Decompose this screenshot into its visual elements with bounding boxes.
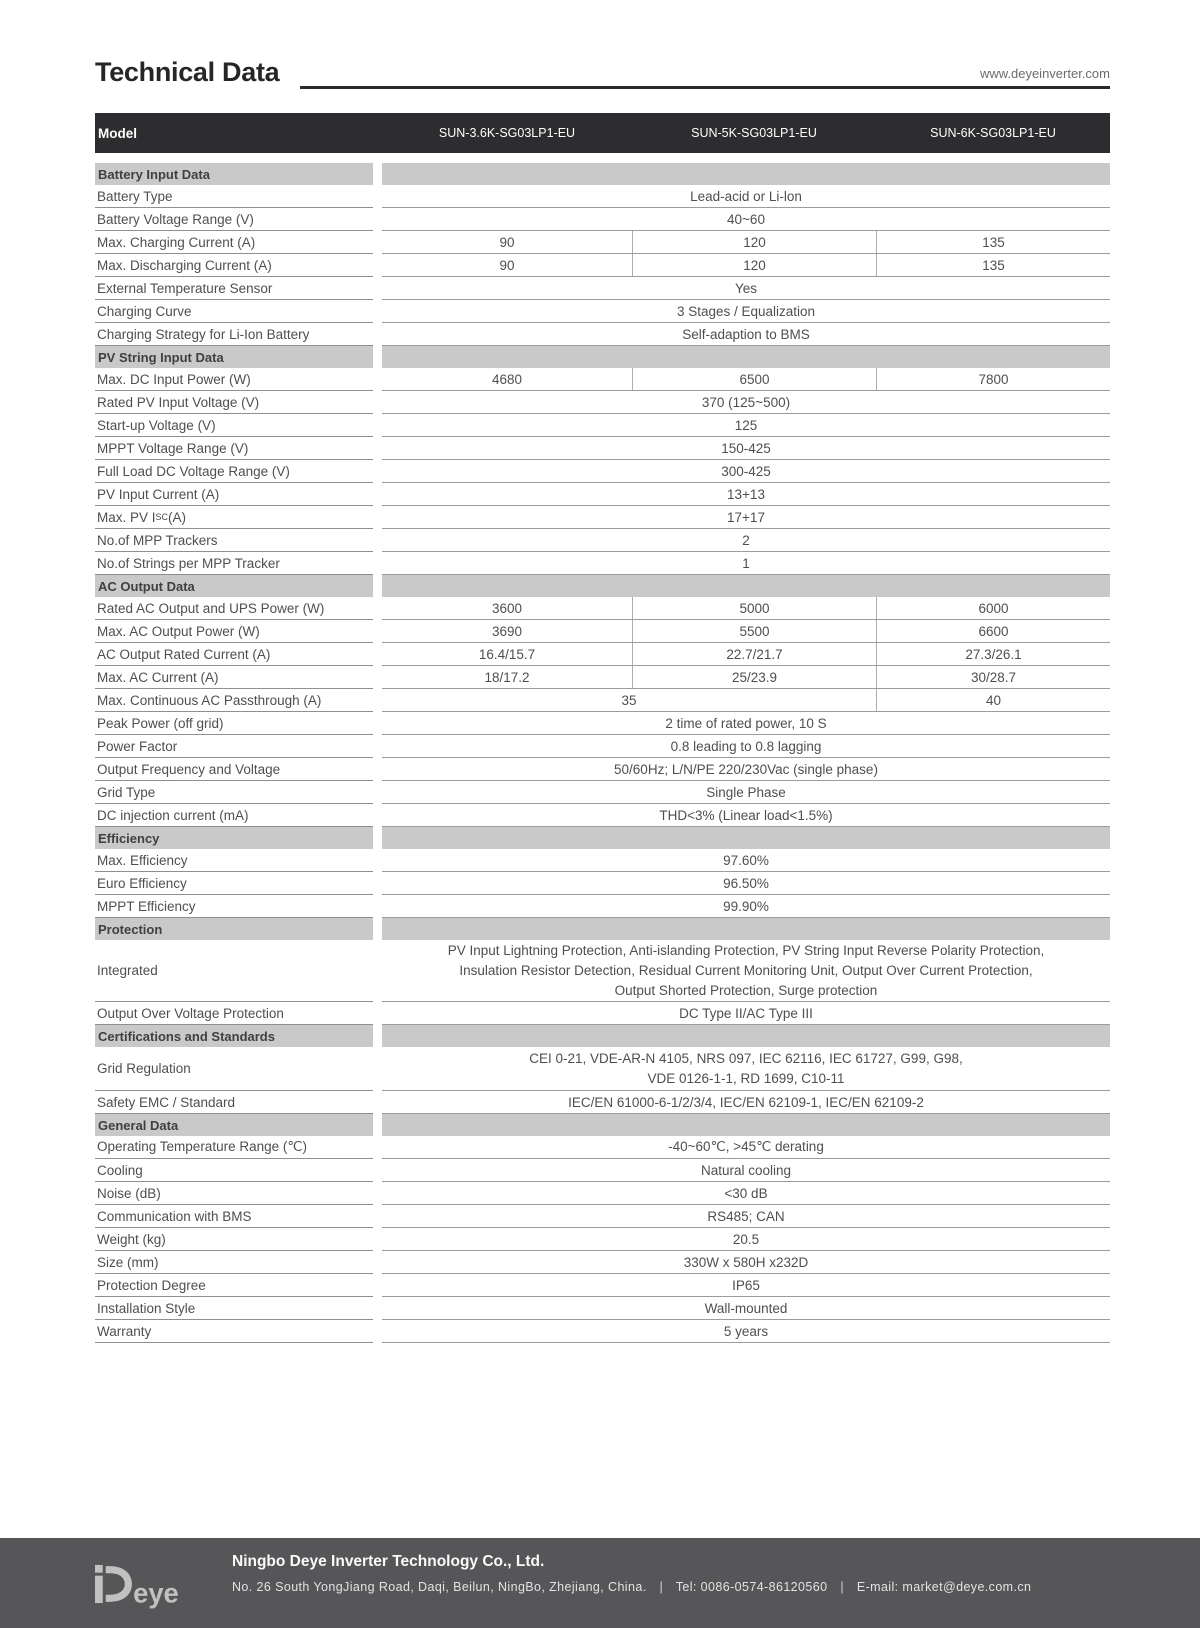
row-values [382,208,1110,231]
row-label: Charging Strategy for Li-Ion Battery [95,323,373,346]
section-title: Efficiency [95,827,373,849]
row-gap [373,300,382,323]
spec-table [95,163,1110,1343]
footer [0,1538,1200,1628]
section-header [95,827,1110,849]
table-row [95,1182,1110,1205]
row-label: Protection Degree [95,1274,373,1297]
section-title: PV String Input Data [95,346,373,368]
row-values [382,1320,1110,1343]
svg-text:eye: eye [133,1577,179,1609]
row-values [382,620,1110,643]
row-label: Charging Curve [95,300,373,323]
value-cell: 22.7/21.7 [632,643,876,665]
row-label: Start-up Voltage (V) [95,414,373,437]
row-label: Safety EMC / Standard [95,1091,373,1114]
row-value: Self-adaption to BMS [682,326,810,342]
model-bar [95,113,1110,153]
row-values [382,391,1110,414]
row-gap [373,895,382,918]
row-values [382,1228,1110,1251]
section-header [95,346,1110,368]
row-label: Communication with BMS [95,1205,373,1228]
table-row [95,277,1110,300]
row-values [382,712,1110,735]
row-values [382,460,1110,483]
section-title: Protection [95,918,373,940]
row-value: THD<3% (Linear load<1.5%) [659,807,833,823]
row-label: Warranty [95,1320,373,1343]
value-line: Output Shorted Protection, Surge protection [614,982,878,998]
value-line: PV Input Lightning Protection, Anti-islanding Protection, PV String Input Reverse Polarity Protection, [447,942,1045,958]
section-gap [373,918,382,940]
table-row [95,506,1110,529]
value-cell: 25/23.9 [632,666,876,688]
section-fill [382,918,1110,940]
row-gap [373,872,382,895]
row-value: 5 years [723,1323,769,1339]
row-value: 96.50% [723,875,769,891]
company-name: Ningbo Deye Inverter Technology Co., Ltd. [232,1553,545,1570]
row-label: Operating Temperature Range (℃) [95,1136,373,1159]
row-values [382,849,1110,872]
table-row [95,1205,1110,1228]
separator: | [840,1580,844,1594]
row-gap [373,185,382,208]
table-row [95,781,1110,804]
row-gap [373,666,382,689]
row-gap [373,437,382,460]
row-values [382,666,1110,689]
table-row [95,597,1110,620]
table-row [95,758,1110,781]
section-gap [373,346,382,368]
table-row [95,1002,1110,1025]
value-cell: 5500 [632,620,876,642]
row-values [382,1297,1110,1320]
row-gap [373,1159,382,1182]
row-values [382,1136,1110,1159]
row-value: 150-425 [721,440,771,456]
row-gap [373,1251,382,1274]
table-row [95,1136,1110,1159]
row-label: Peak Power (off grid) [95,712,373,735]
row-label: Max. Efficiency [95,849,373,872]
section-fill [382,827,1110,849]
table-row [95,1320,1110,1343]
row-label: Max. AC Output Power (W) [95,620,373,643]
row-gap [373,940,382,1002]
row-label: Weight (kg) [95,1228,373,1251]
row-label: Rated PV Input Voltage (V) [95,391,373,414]
value-cell: 3690 [491,623,523,639]
table-row [95,1091,1110,1114]
table-row [95,849,1110,872]
row-values [382,1182,1110,1205]
row-gap [373,254,382,277]
row-label: Power Factor [95,735,373,758]
row-gap [373,277,382,300]
row-gap [373,1091,382,1114]
row-label: Grid Type [95,781,373,804]
row-values [382,895,1110,918]
table-row [95,1228,1110,1251]
row-value: 3 Stages / Equalization [676,303,816,319]
section-title: AC Output Data [95,575,373,597]
value-cell: 30/28.7 [876,666,1110,688]
row-values [382,368,1110,391]
table-row [95,185,1110,208]
table-row [95,414,1110,437]
row-value: DC Type II/AC Type III [679,1005,813,1021]
row-label: Rated AC Output and UPS Power (W) [95,597,373,620]
value-cell: 27.3/26.1 [876,643,1110,665]
row-gap [373,781,382,804]
row-label: Max. PV I SC (A) [95,506,373,529]
table-row [95,1047,1110,1091]
table-row [95,483,1110,506]
model-name-1: SUN-3.6K-SG03LP1-EU [438,126,576,140]
row-gap [373,231,382,254]
value-cell: 135 [876,231,1110,253]
value-cell: 40 [876,689,1110,711]
table-row [95,643,1110,666]
section-gap [373,163,382,185]
row-value: -40~60℃, >45℃ derating [668,1139,824,1154]
row-value: 50/60Hz; L/N/PE 220/230Vac (single phase) [614,761,878,777]
section-fill [382,1025,1110,1047]
table-row [95,391,1110,414]
row-gap [373,1228,382,1251]
row-gap [373,804,382,827]
row-values [382,1159,1110,1182]
company-email: E-mail: market@deye.com.cn [856,1580,1032,1594]
table-row [95,940,1110,1002]
row-label: Max. Continuous AC Passthrough (A) [95,689,373,712]
row-label: AC Output Rated Current (A) [95,643,373,666]
table-row [95,689,1110,712]
section-header [95,1025,1110,1047]
row-gap [373,506,382,529]
row-gap [373,1320,382,1343]
row-label: DC injection current (mA) [95,804,373,827]
row-gap [373,1297,382,1320]
table-row [95,1297,1110,1320]
deye-logo [95,1554,195,1619]
row-gap [373,689,382,712]
row-value: Yes [734,280,758,296]
company-street: No. 26 South YongJiang Road, Daqi, Beilun, NingBo, Zhejiang, China. [232,1580,647,1594]
page-title: Technical Data [95,57,280,87]
row-value: <30 dB [724,1185,768,1201]
row-gap [373,483,382,506]
row-values [382,1002,1110,1025]
model-name-2: SUN-5K-SG03LP1-EU [691,126,817,140]
row-label: Full Load DC Voltage Range (V) [95,460,373,483]
row-label: External Temperature Sensor [95,277,373,300]
row-gap [373,758,382,781]
row-label: Cooling [95,1159,373,1182]
value-cell: 7800 [876,368,1110,390]
row-label: Max. Discharging Current (A) [95,254,373,277]
row-values [382,872,1110,895]
row-gap [373,391,382,414]
row-value: Natural cooling [700,1162,792,1178]
row-values [382,1091,1110,1114]
separator: | [659,1580,664,1594]
row-gap [373,552,382,575]
row-label: Grid Regulation [95,1047,373,1091]
row-gap [373,849,382,872]
row-gap [373,597,382,620]
row-value: 17+17 [727,509,765,525]
row-values [382,804,1110,827]
row-values [382,1274,1110,1297]
row-label: Max. DC Input Power (W) [95,368,373,391]
row-gap [373,735,382,758]
section-title: Certifications and Standards [95,1025,373,1047]
row-label: Euro Efficiency [95,872,373,895]
row-gap [373,1274,382,1297]
row-values [382,254,1110,277]
value-cell: 16.4/15.7 [478,646,536,662]
row-value [382,940,1110,1001]
table-row [95,1159,1110,1182]
row-label: MPPT Efficiency [95,895,373,918]
row-label: Integrated [95,940,373,1002]
row-gap [373,1136,382,1159]
value-cell: 35 [621,692,637,708]
row-value: 125 [734,417,758,433]
row-gap [373,1205,382,1228]
value-cell: 120 [632,254,876,276]
value-line: VDE 0126-1-1, RD 1699, C10-11 [647,1070,845,1086]
row-label: No.of Strings per MPP Tracker [95,552,373,575]
table-row [95,1274,1110,1297]
row-label: Max. AC Current (A) [95,666,373,689]
section-header [95,918,1110,940]
row-values [382,758,1110,781]
row-values [382,597,1110,620]
value-cell: 90 [499,257,515,273]
row-label: No.of MPP Trackers [95,529,373,552]
row-values [382,735,1110,758]
row-gap [373,460,382,483]
row-label: Installation Style [95,1297,373,1320]
row-gap [373,208,382,231]
row-gap [373,620,382,643]
table-row [95,529,1110,552]
table-row [95,804,1110,827]
row-value: 330W x 580H x232D [683,1254,809,1270]
value-line: Insulation Resistor Detection, Residual Current Monitoring Unit, Output Over Current Protection, [459,962,1033,978]
row-value: 300-425 [721,463,771,479]
row-values [382,185,1110,208]
row-value: 97.60% [723,852,769,868]
row-values [382,1205,1110,1228]
table-row [95,231,1110,254]
table-row [95,872,1110,895]
row-gap [373,712,382,735]
section-fill [382,1114,1110,1136]
website-url: www.deyeinverter.com [979,66,1110,81]
row-values [382,689,1110,712]
table-row [95,735,1110,758]
row-value: IP65 [732,1277,760,1293]
row-values [382,529,1110,552]
model-label: Model [98,125,137,141]
row-values [382,231,1110,254]
table-row [95,254,1110,277]
value-cell: 90 [499,234,515,250]
row-values [382,1047,1110,1091]
row-value: 2 time of rated power, 10 S [665,715,827,731]
row-values [382,483,1110,506]
row-values [382,940,1110,1002]
row-value: IEC/EN 61000-6-1/2/3/4, IEC/EN 62109-1, IEC/EN 62109-2 [568,1094,924,1110]
row-value: 99.90% [723,898,769,914]
section-gap [373,1114,382,1136]
section-fill [382,346,1110,368]
row-label: Battery Voltage Range (V) [95,208,373,231]
row-gap [373,414,382,437]
row-label: MPPT Voltage Range (V) [95,437,373,460]
value-cell: 6000 [876,597,1110,619]
section-gap [373,1025,382,1047]
table-row [95,437,1110,460]
section-fill [382,163,1110,185]
row-values [382,552,1110,575]
value-line: CEI 0-21, VDE-AR-N 4105, NRS 097, IEC 62116, IEC 61727, G99, G98, [529,1050,963,1066]
row-value: 370 (125~500) [701,394,791,410]
row-label: Max. Charging Current (A) [95,231,373,254]
row-gap [373,529,382,552]
value-cell: 6500 [632,368,876,390]
table-row [95,208,1110,231]
row-gap [373,1047,382,1091]
table-row [95,895,1110,918]
table-row [95,552,1110,575]
row-values [382,323,1110,346]
table-row [95,712,1110,735]
row-label: Size (mm) [95,1251,373,1274]
row-values [382,300,1110,323]
row-values [382,781,1110,804]
value-cell: 135 [876,254,1110,276]
row-value: RS485; CAN [707,1208,785,1224]
row-label: Noise (dB) [95,1182,373,1205]
row-value: 2 [742,532,750,548]
row-gap [373,1182,382,1205]
row-values [382,506,1110,529]
row-value: 20.5 [732,1231,760,1247]
row-gap [373,323,382,346]
table-row [95,300,1110,323]
header-rule [300,86,1110,89]
section-gap [373,575,382,597]
value-cell: 18/17.2 [484,669,530,685]
row-values [382,437,1110,460]
table-row [95,323,1110,346]
row-gap [373,643,382,666]
section-header [95,1114,1110,1136]
row-label: PV Input Current (A) [95,483,373,506]
model-name-3: SUN-6K-SG03LP1-EU [930,126,1056,140]
row-label: Output Frequency and Voltage [95,758,373,781]
section-title: General Data [95,1114,373,1136]
row-value: 13+13 [727,486,765,502]
row-gap [373,1002,382,1025]
table-row [95,1251,1110,1274]
row-value: Wall-mounted [704,1300,788,1316]
value-cell: 6600 [876,620,1110,642]
section-title: Battery Input Data [95,163,373,185]
row-value [382,1047,1110,1090]
section-header [95,575,1110,597]
value-cell: 5000 [632,597,876,619]
row-value: Lead-acid or Li-lon [690,188,802,204]
row-label: Output Over Voltage Protection [95,1002,373,1025]
value-cell: 3600 [491,600,523,616]
row-value: Single Phase [706,784,786,800]
value-cell: 120 [632,231,876,253]
row-value: 40~60 [727,211,765,227]
row-gap [373,368,382,391]
row-values [382,1251,1110,1274]
row-value: 0.8 leading to 0.8 lagging [670,738,822,754]
section-gap [373,827,382,849]
table-row [95,460,1110,483]
section-header [95,163,1110,185]
value-cell: 4680 [491,371,523,387]
table-row [95,666,1110,689]
company-address [232,1580,1031,1594]
row-value: 1 [742,555,750,571]
company-tel: Tel: 0086-0574-86120560 [675,1580,828,1594]
table-row [95,620,1110,643]
row-values [382,277,1110,300]
table-row [95,368,1110,391]
row-label: Battery Type [95,185,373,208]
row-values [382,643,1110,666]
section-fill [382,575,1110,597]
row-values [382,414,1110,437]
